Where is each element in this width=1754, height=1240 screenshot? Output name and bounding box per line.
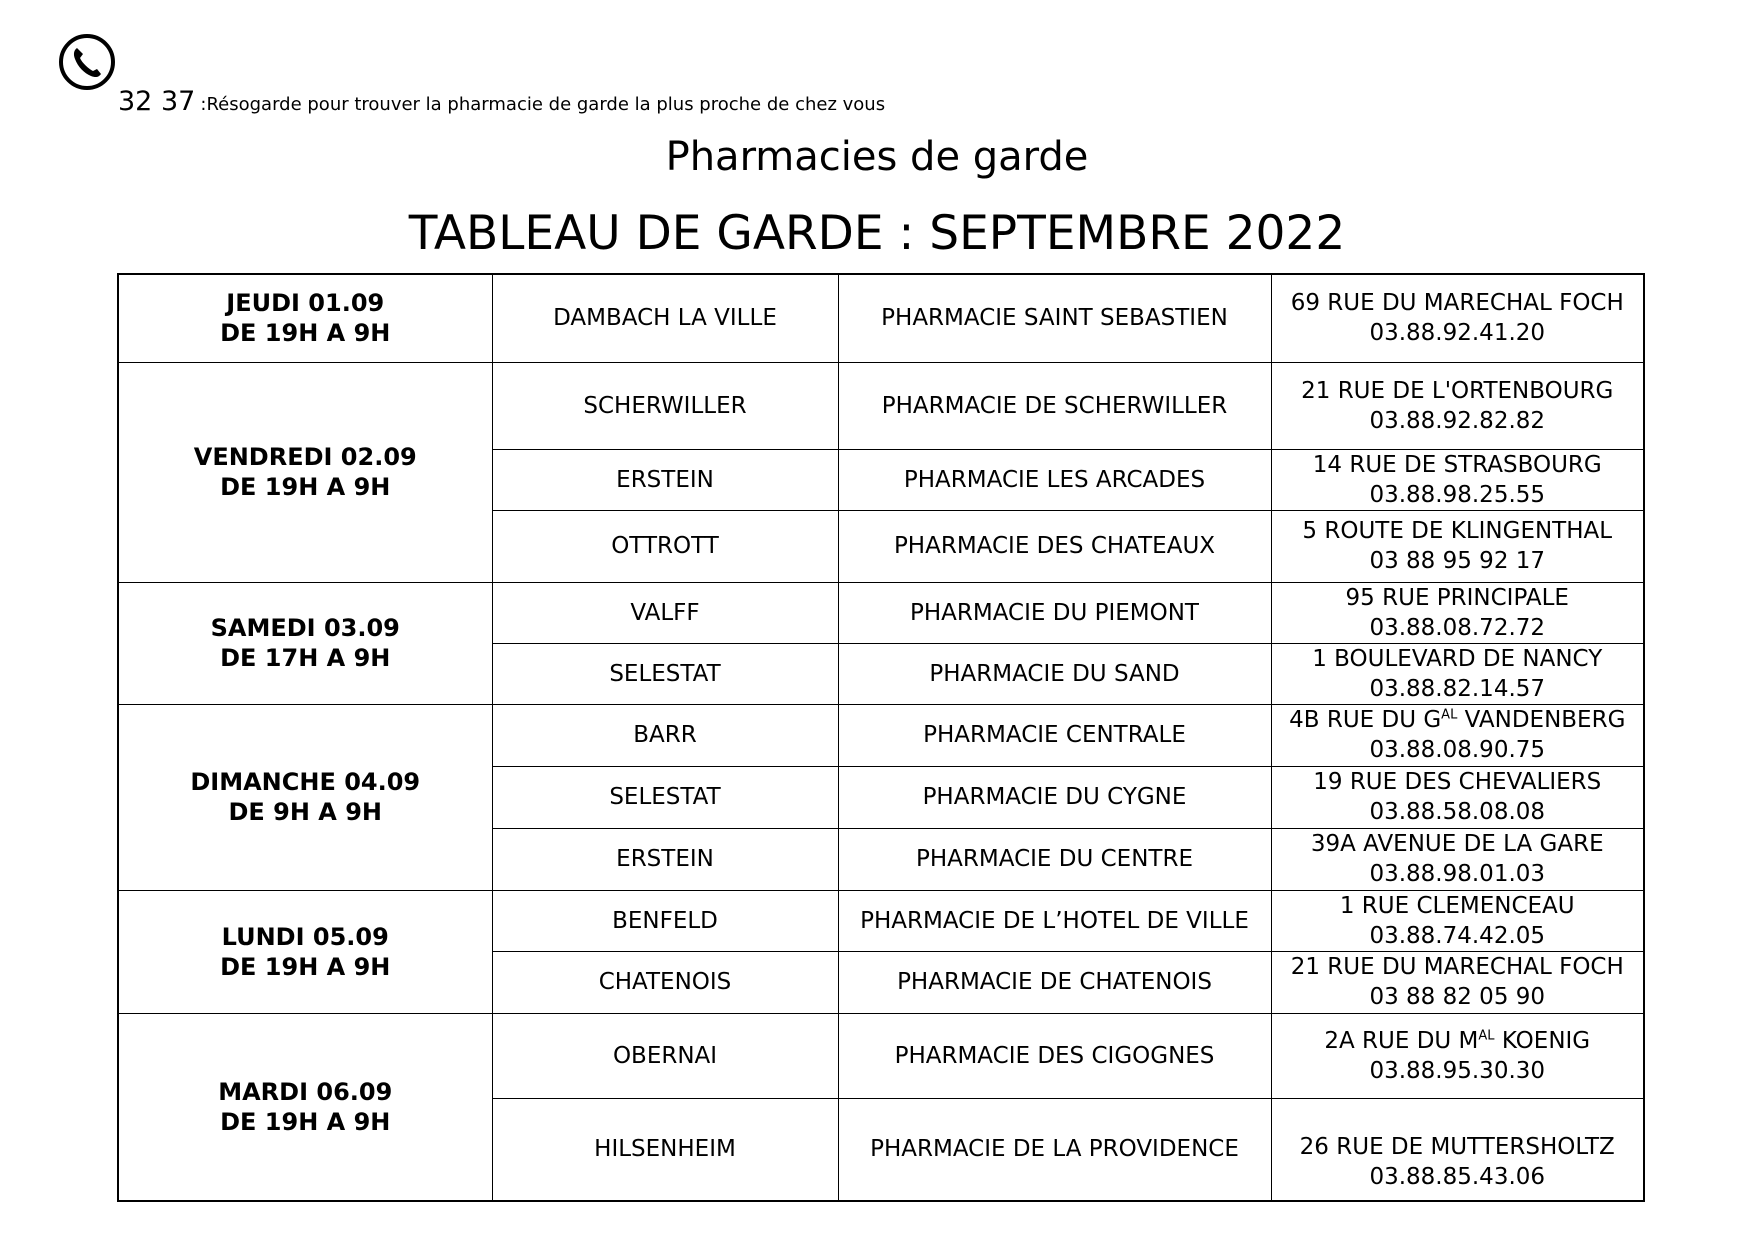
city-cell: OTTROTT [492,510,838,582]
address-cell [1271,1013,1644,1098]
phone-text: 03 88 95 92 17 [1369,548,1546,574]
address-text: 21 RUE DE L'ORTENBOURG [1301,377,1614,404]
city-cell: DAMBACH LA VILLE [492,274,838,362]
day-cell [118,582,492,704]
address-text: 95 RUE PRINCIPALE [1345,584,1569,611]
pharmacy-cell: PHARMACIE LES ARCADES [838,449,1271,510]
address-text: 19 RUE DES CHEVALIERS [1313,769,1602,795]
pharmacy-cell: PHARMACIE DES CHATEAUX [838,510,1271,582]
pharmacy-cell: PHARMACIE DE LA PROVIDENCE [838,1098,1271,1201]
day-hours: DE 19H A 9H [220,473,391,501]
day-cell [118,362,492,582]
address-cell [1271,510,1644,582]
address-cell [1271,643,1644,704]
phone-text: 03.88.92.41.20 [1369,320,1546,347]
pharmacy-cell: PHARMACIE DU CYGNE [838,766,1271,828]
pharmacy-cell: PHARMACIE DU CENTRE [838,828,1271,890]
address-cell [1271,362,1644,449]
day-cell [118,274,492,362]
city-cell: SELESTAT [492,766,838,828]
pharmacy-cell: PHARMACIE DES CIGOGNES [838,1013,1271,1098]
city-cell: HILSENHEIM [492,1098,838,1201]
table-row [118,890,1644,951]
phone-text: 03.88.74.42.05 [1369,922,1546,949]
day-cell [118,1013,492,1201]
address-cell [1271,449,1644,510]
phone-icon [58,33,116,91]
pharmacy-cell: PHARMACIE DU PIEMONT [838,582,1271,643]
city-cell: BARR [492,704,838,766]
day-hours: DE 19H A 9H [220,319,391,348]
city-cell: CHATENOIS [492,951,838,1013]
address-text: 5 ROUTE DE KLINGENTHAL [1302,518,1613,544]
address-text: 39A AVENUE DE LA GARE [1310,831,1604,857]
page-subtitle: Pharmacies de garde [665,134,1089,180]
address-cell [1271,274,1644,362]
address-cell [1271,890,1644,951]
day-label: MARDI 06.09 [218,1077,393,1106]
day-label: SAMEDI 03.09 [210,614,400,642]
phone-text: 03.88.98.01.03 [1369,861,1546,887]
hotline-number: 32 37 [118,86,196,117]
pharmacy-cell: PHARMACIE DU SAND [838,643,1271,704]
address-text: 1 RUE CLEMENCEAU [1339,892,1575,919]
address-text: 26 RUE DE MUTTERSHOLTZ [1299,1134,1615,1160]
day-hours: DE 19H A 9H [220,952,391,981]
day-hours: DE 19H A 9H [220,1107,391,1136]
city-cell: ERSTEIN [492,828,838,890]
day-hours: DE 9H A 9H [228,798,383,826]
pharmacy-cell: PHARMACIE CENTRALE [838,704,1271,766]
address-cell [1271,951,1644,1013]
pharmacy-cell: PHARMACIE DE SCHERWILLER [838,362,1271,449]
city-cell: VALFF [492,582,838,643]
city-cell: OBERNAI [492,1013,838,1098]
pharmacy-cell: PHARMACIE SAINT SEBASTIEN [838,274,1271,362]
phone-text: 03.88.58.08.08 [1369,799,1546,825]
table-row [118,582,1644,643]
address-cell [1271,1098,1644,1201]
phone-text: 03.88.08.90.75 [1369,737,1546,763]
address-cell [1271,704,1644,766]
phone-text: 03.88.08.72.72 [1369,614,1546,641]
phone-text: 03.88.85.43.06 [1369,1164,1546,1190]
address-cell [1271,828,1644,890]
address-cell [1271,582,1644,643]
phone-text: 03.88.82.14.57 [1369,675,1546,702]
phone-text: 03.88.98.25.55 [1369,481,1546,508]
address-text: 14 RUE DE STRASBOURG [1312,451,1602,478]
day-cell [118,890,492,1013]
address-text: 69 RUE DU MARECHAL FOCH [1290,290,1624,317]
address-cell [1271,766,1644,828]
day-cell [118,704,492,890]
city-cell: BENFELD [492,890,838,951]
hotline-text: :Résogarde pour trouver la pharmacie de garde la plus proche de chez vous [200,94,886,115]
phone-text: 03.88.92.82.82 [1369,407,1546,434]
page-title: TABLEAU DE GARDE : SEPTEMBRE 2022 [408,206,1346,261]
day-label: LUNDI 05.09 [221,922,389,951]
city-cell: SELESTAT [492,643,838,704]
city-cell: ERSTEIN [492,449,838,510]
table-row [118,274,1644,362]
pharmacy-cell: PHARMACIE DE CHATENOIS [838,951,1271,1013]
phone-text: 03.88.95.30.30 [1369,1057,1546,1084]
address-text: 1 BOULEVARD DE NANCY [1312,645,1603,672]
table-row [118,1013,1644,1098]
day-hours: DE 17H A 9H [220,644,391,672]
pharmacy-cell: PHARMACIE DE L’HOTEL DE VILLE [838,890,1271,951]
table-row [118,362,1644,449]
address-text: 21 RUE DU MARECHAL FOCH [1290,954,1624,980]
city-cell: SCHERWILLER [492,362,838,449]
day-label: DIMANCHE 04.09 [190,768,421,796]
table-row [118,704,1644,766]
day-label: JEUDI 01.09 [226,289,385,318]
address-text: 2A RUE DU $M^{AL}$ KOENIG [1324,1027,1591,1054]
day-label: VENDREDI 02.09 [193,443,417,471]
phone-text: 03 88 82 05 90 [1369,984,1546,1010]
address-text: 4B RUE DU $G^{AL}$ VANDENBERG [1289,707,1626,733]
duty-table [117,273,1645,1202]
hotline-line [118,88,885,115]
